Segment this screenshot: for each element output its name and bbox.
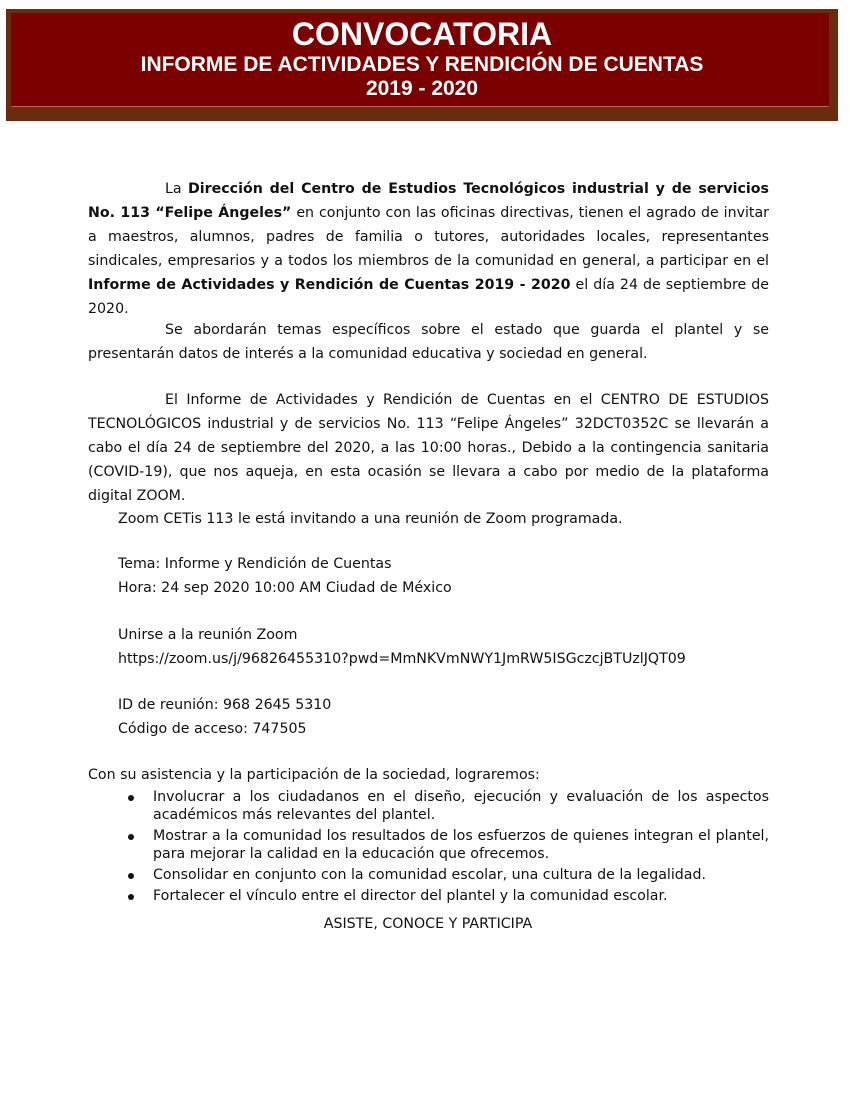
institution-name: Dirección del Centro de Estudios Tecnológicos industrial y de servicios No. 113 “Felipe Ángeles” <box>88 181 769 221</box>
paragraph-topics: Se abordarán temas específicos sobre el estado que guarda el plantel y se presentarán datos de interés a la comunidad educativa y sociedad en general. <box>88 322 769 362</box>
header-banner <box>6 9 838 121</box>
list-item: Involucrar a los ciudadanos en el diseño, ejecución y evaluación de los aspectos académicos más relevantes del plantel. <box>118 788 769 824</box>
closing-intro: Con su asistencia y la participación de la sociedad, lograremos: <box>88 767 540 783</box>
bullet-icon <box>128 894 134 900</box>
banner-divider <box>12 106 828 107</box>
list-item: Fortalecer el vínculo entre el director del plantel y la comunidad escolar. <box>118 887 769 905</box>
zoom-invite: Zoom CETis 113 le está invitando a una reunión de Zoom programada. <box>118 511 623 527</box>
list-item: Consolidar en conjunto con la comunidad escolar, una cultura de la legalidad. <box>118 866 769 884</box>
banner-subtitle: INFORME DE ACTIVIDADES Y RENDICIÓN DE CUENTAS <box>140 53 704 76</box>
bullet-icon <box>128 834 134 840</box>
goals-list <box>118 788 769 908</box>
banner-years: 2019 - 2020 <box>365 77 479 100</box>
list-item: Mostrar a la comunidad los resultados de los esfuerzos de quienes integran el plantel, para mejorar la calidad en la educación que ofrecemos. <box>118 827 769 863</box>
zoom-topic: Tema: Informe y Rendición de Cuentas <box>118 556 392 572</box>
bullet-icon <box>128 795 134 801</box>
zoom-meeting-id: ID de reunión: 968 2645 5310 <box>118 697 332 713</box>
paragraph-details: El Informe de Actividades y Rendición de Cuentas en el CENTRO DE ESTUDIOS TECNOLÓGICOS industrial y de servicios No. 113 “Felipe Ángeles” 32DCT0352C se llevarán a cabo el día 24 de septiembre del 2020, a las 10:00 horas., Debido a la contingencia sanitaria (COVID-19), que nos aqueja, en esta ocasión se llevara a cabo por medio de la plataforma digital ZOOM. <box>88 392 769 504</box>
zoom-join-link[interactable]: https://zoom.us/j/96826455310?pwd=MmNKVmNWY1JmRW5ISGczcjBTUzlJQT09 <box>118 651 686 667</box>
banner-text <box>6 9 838 101</box>
banner-title: CONVOCATORIA <box>291 16 553 52</box>
event-name: Informe de Actividades y Rendición de Cuentas 2019 - 2020 <box>88 277 571 293</box>
zoom-access-code: Código de acceso: 747505 <box>118 721 307 737</box>
bullet-icon <box>128 873 134 879</box>
zoom-join-label: Unirse a la reunión Zoom <box>118 627 298 643</box>
zoom-time: Hora: 24 sep 2020 10:00 AM Ciudad de México <box>118 580 452 596</box>
paragraph-invitation: La Dirección del Centro de Estudios Tecnológicos industrial y de servicios No. 113 “Felipe Ángeles” en conjunto con las oficinas directivas, tienen el agrado de invitar a maestros, alumnos, padres de familia o tutores, autoridades locales, representantes sindicales, empresarios y a todos los miembros de la comunidad en general, a participar en el Informe de Actividades y Rendición de Cuentas 2019 - 2020 el día 24 de septiembre de 2020. <box>88 181 770 317</box>
slogan: ASISTE, CONOCE Y PARTICIPA <box>323 916 533 932</box>
